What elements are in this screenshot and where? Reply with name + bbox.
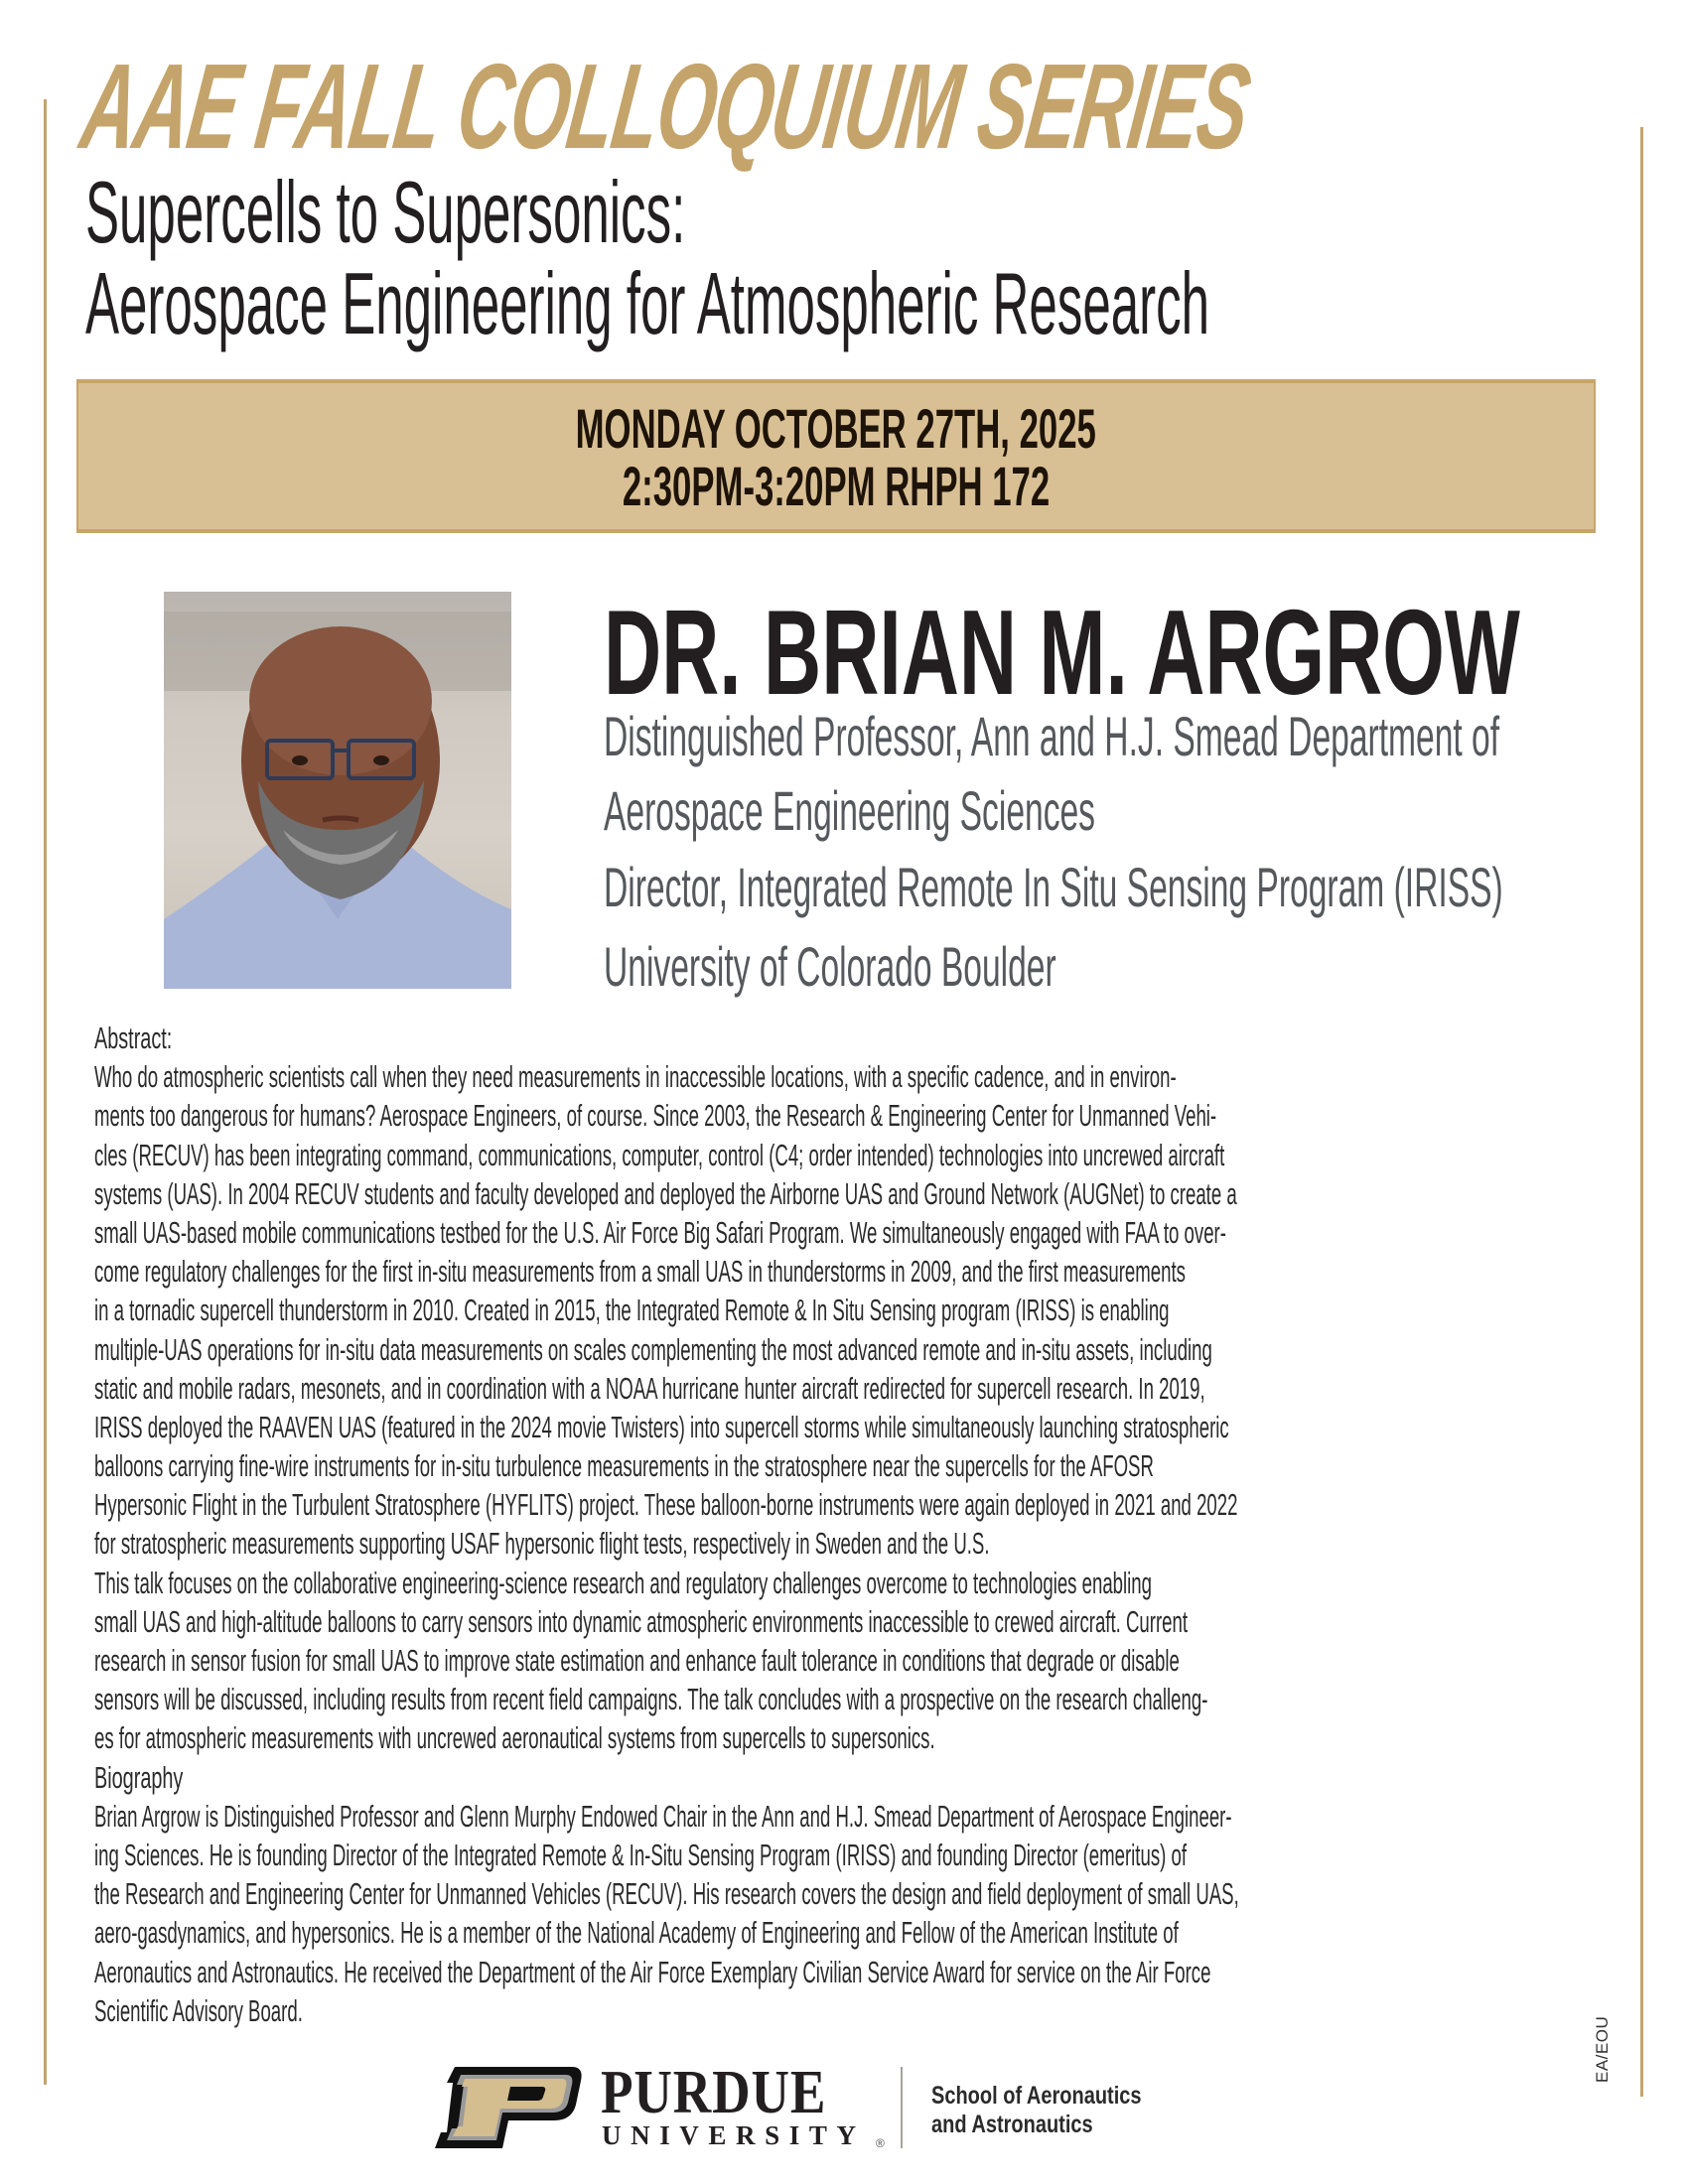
- abstract-line: static and mobile radars, mesonets, and in coordination with a NOAA hurricane hunter aircraft redirected for supercell research. In 2019,: [94, 1370, 1205, 1406]
- abstract-section: [94, 1019, 1604, 2030]
- talk-title: [85, 163, 1210, 352]
- purdue-p-icon: [433, 2065, 584, 2155]
- speaker-title-line-2: Aerospace Engineering Sciences: [604, 779, 1095, 842]
- purdue-wordmark: PURDUE: [601, 2059, 827, 2126]
- speaker-photo: [164, 592, 511, 989]
- left-gold-rule: [44, 99, 47, 2085]
- abstract-line: Who do atmospheric scientists call when they need measurements in inaccessible locations, with a specific cadence, and in environ-: [94, 1059, 1177, 1095]
- biography-line: the Research and Engineering Center for Unmanned Vehicles (RECUV). His research covers the design and field deployment of small UAS,: [94, 1876, 1239, 1912]
- speaker-university: University of Colorado Boulder: [604, 935, 1056, 998]
- university-wordmark: UNIVERSITY: [602, 2120, 866, 2150]
- event-date: MONDAY OCTOBER 27TH, 2025: [575, 397, 1097, 460]
- portrait-icon: [164, 592, 511, 989]
- speaker-name: DR. BRIAN M. ARGROW: [604, 585, 1520, 720]
- abstract-line: balloons carrying fine-wire instruments for in-situ turbulence measurements in the stratosphere near the supercells for the AFOSR: [94, 1448, 1154, 1484]
- event-time-location: 2:30PM-3:20PM RHPH 172: [622, 455, 1051, 517]
- speaker-director-line: Director, Integrated Remote In Situ Sensing Program (IRISS): [604, 856, 1503, 918]
- biography-line: Aeronautics and Astronautics. He received the Department of the Air Force Exemplary Civilian Service Award for service on the Air Force: [94, 1954, 1211, 1989]
- footer-divider: [901, 2067, 903, 2148]
- abstract-line: come regulatory challenges for the first in-situ measurements from a small UAS in thunderstorms in 2009, and the first measurements: [94, 1254, 1186, 1290]
- abstract-line: sensors will be discussed, including results from recent field campaigns. The talk concludes with a prospective on the research challeng-: [94, 1682, 1208, 1717]
- series-title: AAE FALL COLLOQUIUM SERIES: [73, 39, 1257, 174]
- abstract-heading: Abstract:: [94, 1021, 173, 1055]
- school-name-line-2: and Astronautics: [931, 2111, 1093, 2138]
- abstract-line: small UAS-based mobile communications testbed for the U.S. Air Force Big Safari Program. We simultaneously engaged with FAA to over-: [94, 1214, 1226, 1250]
- talk-title-line-2: Aerospace Engineering for Atmospheric Research: [85, 254, 1210, 352]
- abstract-line: es for atmospheric measurements with uncrewed aeronautical systems from supercells to supersonics.: [94, 1720, 935, 1756]
- biography-line: ing Sciences. He is founding Director of the Integrated Remote & In-Situ Sensing Program (IRISS) and founding Director (emeritus) of: [94, 1837, 1187, 1872]
- abstract-line: Hypersonic Flight in the Turbulent Stratosphere (HYFLITS) project. These balloon-borne instruments were again deployed in 2021 and 2022: [94, 1487, 1238, 1523]
- date-time-banner: [76, 379, 1596, 533]
- speaker-title-line-1: Distinguished Professor, Ann and H.J. Smead Department of: [604, 705, 1500, 767]
- school-name-line-1: School of Aeronautics: [931, 2082, 1142, 2110]
- registered-mark: ®: [876, 2136, 885, 2150]
- abstract-line: research in sensor fusion for small UAS to improve state estimation and enhance fault tolerance in conditions that degrade or disable: [94, 1643, 1180, 1678]
- abstract-line: in a tornadic supercell thunderstorm in 2010. Created in 2015, the Integrated Remote & In Situ Sensing program (IRISS) is enabling: [94, 1293, 1170, 1328]
- abstract-line: systems (UAS). In 2004 RECUV students and faculty developed and deployed the Airborne UAS and Ground Network (AUGNet) to create a: [94, 1175, 1237, 1211]
- right-gold-rule: [1640, 127, 1643, 2097]
- side-code: EA/EOU: [1593, 2015, 1612, 2083]
- abstract-line: IRISS deployed the RAAVEN UAS (featured in the 2024 movie Twisters) into supercell storms while simultaneously launching stratospheric: [94, 1409, 1229, 1444]
- biography-line: Scientific Advisory Board.: [94, 1992, 303, 2028]
- talk-title-line-1: Supercells to Supersonics:: [85, 163, 686, 261]
- biography-line: Brian Argrow is Distinguished Professor and Glenn Murphy Endowed Chair in the Ann and H.J. Smead Department of Aerospace Engineer-: [94, 1798, 1232, 1834]
- abstract-line: for stratospheric measurements supporting USAF hypersonic flight tests, respectively in Sweden and the U.S.: [94, 1526, 990, 1562]
- abstract-line: This talk focuses on the collaborative engineering-science research and regulatory challenges overcome to technologies enabling: [94, 1565, 1152, 1600]
- biography-heading: Biography: [94, 1759, 184, 1795]
- abstract-line: small UAS and high-altitude balloons to carry sensors into dynamic atmospheric environments inaccessible to crewed aircraft. Current: [94, 1603, 1188, 1639]
- abstract-line: cles (RECUV) has been integrating command, communications, computer, control (C4; order intended) technologies into uncrewed aircraft: [94, 1137, 1225, 1172]
- abstract-line: multiple-UAS operations for in-situ data measurements on scales complementing the most advanced remote and in-situ assets, including: [94, 1331, 1212, 1367]
- biography-line: aero-gasdynamics, and hypersonics. He is a member of the National Academy of Engineering and Fellow of the American Institute of: [94, 1915, 1179, 1951]
- abstract-line: ments too dangerous for humans? Aerospace Engineers, of course. Since 2003, the Research & Engineering Center for Unmanned Vehi-: [94, 1098, 1217, 1134]
